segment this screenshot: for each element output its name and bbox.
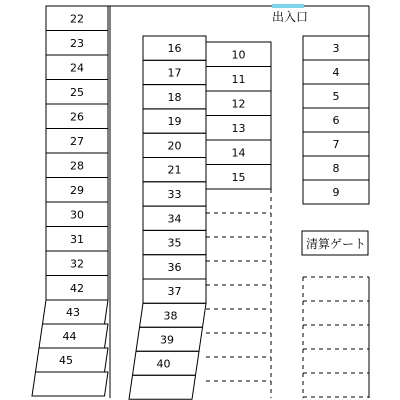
space-number: 15: [231, 170, 246, 184]
parking-space-slanted: [32, 372, 108, 396]
space-number: 5: [332, 90, 340, 103]
space-number: 11: [231, 72, 246, 86]
space-number: 33: [167, 187, 182, 201]
space-number: 44: [62, 330, 77, 343]
space-number: 29: [70, 183, 84, 197]
space-number: 26: [70, 110, 84, 124]
space-number: 39: [160, 333, 174, 347]
parking-spaces: [32, 6, 369, 399]
space-number: 37: [167, 285, 182, 299]
space-number: 17: [167, 66, 182, 80]
space-number: 4: [332, 66, 340, 79]
space-number: 13: [231, 121, 246, 135]
space-number: 24: [70, 61, 84, 75]
space-number: 27: [70, 134, 84, 148]
space-number: 25: [70, 85, 84, 99]
parking-space-slanted: [129, 375, 196, 399]
space-number: 21: [167, 163, 182, 177]
space-number: 12: [231, 97, 246, 111]
space-number: 36: [167, 260, 182, 274]
space-number: 7: [332, 138, 340, 151]
payment-gate-label: 清算ゲート: [306, 237, 367, 251]
space-number: 31: [70, 232, 84, 246]
space-number: 40: [156, 357, 171, 371]
space-number: 42: [70, 281, 84, 295]
space-number: 20: [167, 139, 182, 153]
space-number: 22: [70, 12, 84, 26]
space-number: 18: [167, 90, 182, 104]
space-number: 34: [167, 212, 182, 226]
space-number: 28: [70, 159, 84, 173]
space-number: 45: [59, 354, 73, 367]
space-number: 9: [332, 186, 340, 199]
space-number: 43: [66, 306, 80, 319]
space-number: 35: [167, 236, 182, 250]
space-number: 10: [231, 48, 246, 62]
space-number: 3: [332, 42, 340, 55]
entrance-label: 出入口: [272, 10, 309, 24]
space-number: 14: [231, 146, 246, 160]
space-number: 38: [163, 309, 178, 323]
space-number: 8: [332, 162, 340, 175]
space-number: 6: [332, 114, 340, 127]
space-number: 23: [70, 36, 84, 50]
space-number: 16: [167, 42, 182, 56]
space-number: 30: [70, 208, 84, 222]
space-number: 19: [167, 115, 182, 129]
space-number: 32: [70, 257, 84, 271]
entrance-marker: [272, 4, 304, 8]
